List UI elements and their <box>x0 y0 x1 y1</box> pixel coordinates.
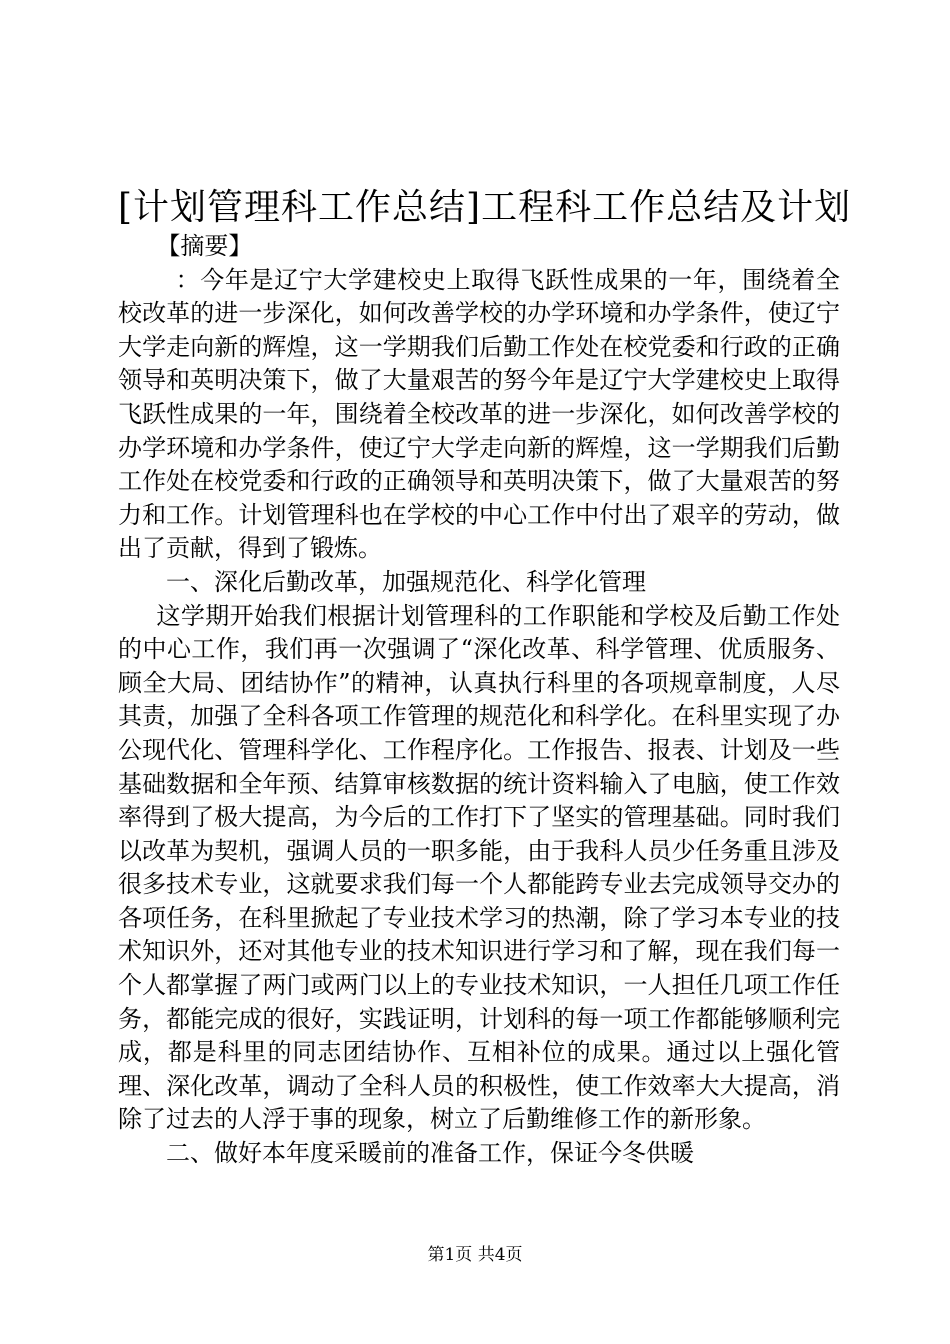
section-heading-1: 一、深化后勤改革，加强规范化、科学化管理 <box>166 567 646 596</box>
body-paragraph: 这学期开始我们根据计划管理科的工作职能和学校及后勤工作处的中心工作，我们再一次强调了“深化改革、科学管理、优质服务、顾全大局、团结协作”的精神，认真执行科里的各项规章制度，人尽其责，加强了全科各项工作管理的规范化和科学化。在科里实现了办公现代化、管理科学化、工作程序化。工作报告、报表、计划及一些基础数据和全年预、结算审核数据的统计资料输入了电脑，使工作效率得到了极大提高，为今后的工作打下了坚实的管理基础。同时我们以改革为契机，强调人员的一职多能，由于我科人员少任务重且涉及很多技术专业，这就要求我们每一个人都能跨专业去完成领导交办的各项任务，在科里掀起了专业技术学习的热潮，除了学习本专业的技术知识外，还对其他专业的技术知识进行学习和了解，现在我们每一个人都掌握了两门或两门以上的专业技术知识，一人担任几项工作任务，都能完成的很好，实践证明，计划科的每一项工作都能够顺利完成，都是科里的同志团结协作、互相补位的成果。通过以上强化管理、深化改革，调动了全科人员的积极性，使工作效率大大提高，消除了过去的人浮于事的现象，树立了后勤维修工作的新形象。 <box>118 601 840 1134</box>
document-title: [计划管理科工作总结]工程科工作总结及计划 <box>118 187 852 228</box>
page-footer <box>0 1244 950 1266</box>
document-body <box>118 230 840 1171</box>
abstract-paragraph: ：今年是辽宁大学建校史上取得飞跃性成果的一年，围绕着全校改革的进一步深化，如何改善学校的办学环境和办学条件，使辽宁大学走向新的辉煌，这一学期我们后勤工作处在校党委和行政的正确领导和英明决策下，做了大量艰苦的努今年是辽宁大学建校史上取得飞跃性成果的一年，围绕着全校改革的进一步深化，如何改善学校的办学环境和办学条件，使辽宁大学走向新的辉煌，这一学期我们后勤工作处在校党委和行政的正确领导和英明决策下，做了大量艰苦的努力和工作。计划管理科也在学校的中心工作中付出了艰辛的劳动，做出了贡献，得到了锻炼。 <box>118 265 840 563</box>
section-heading-2: 二、做好本年度采暖前的准备工作，保证今冬供暖 <box>166 1139 694 1168</box>
abstract-label: 【摘要】 <box>156 232 253 260</box>
page-indicator: 第1页 共4页 <box>427 1245 523 1265</box>
